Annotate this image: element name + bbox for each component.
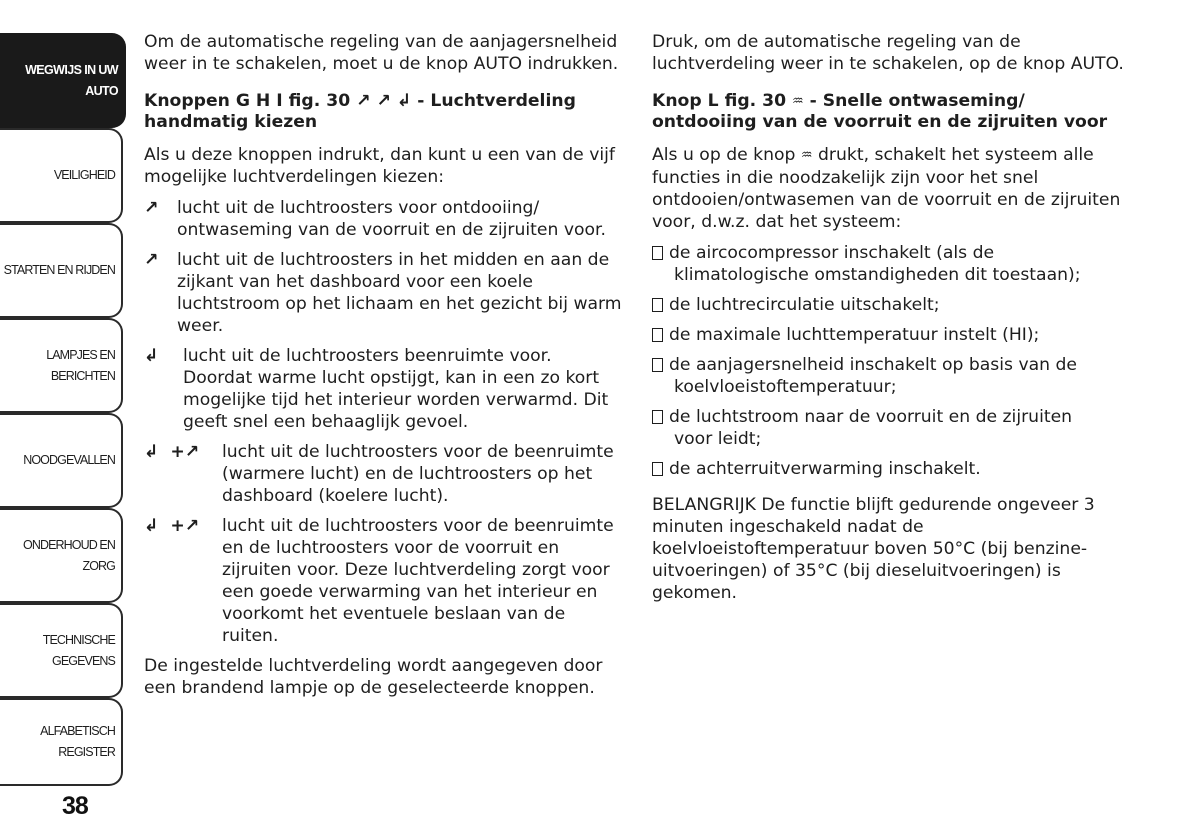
tab-label-line: REGISTER	[58, 745, 115, 759]
paragraph-text: Als u op de knop	[652, 145, 801, 165]
tab-label-line: ALFABETISCH	[40, 724, 115, 738]
bullet-text: de aanjagersnelheid inschakelt op basis van de	[669, 355, 1077, 375]
checkbox-bullet-icon	[652, 358, 663, 372]
paragraph-text: drukt, schakelt het systeem alle functies in die noodzakelijk zijn voor het snel ontdooien/ontwasemen van de voorruit en de zijruiten voor, d.w.z. dat het systeem:	[652, 145, 1121, 232]
list-item	[144, 197, 622, 241]
checkbox-bullet-icon	[652, 410, 663, 424]
bullet-text: de luchtrecirculatie uitschakelt;	[669, 295, 940, 315]
heading-text: Knoppen G H I fig. 30	[144, 91, 357, 111]
checkbox-bullet-icon	[652, 328, 663, 342]
tab-label-line: AUTO	[85, 83, 118, 98]
important-note: BELANGRIJK De functie blijft gedurende ongeveer 3 minuten ingeschakeld nadat de koelvloeistoftemperatuur boven 50°C (bij benzine-uitvoeringen) of 35°C (bij dieseluitvoeringen) is gekomen.	[652, 495, 1095, 603]
heading-text: Knop L fig. 30	[652, 91, 793, 111]
bullet-item	[652, 294, 1132, 316]
list-item	[144, 249, 622, 337]
section-heading-air-distribution	[144, 91, 622, 133]
tab-veiligheid[interactable]	[0, 128, 123, 223]
bullet-item	[652, 354, 1132, 398]
list-item-text: lucht uit de luchtroosters beenruimte voor. Doordat warme lucht opstijgt, kan in een zo kort mogelijke tijd het interieur worden verwarmd. Dit geeft snel een behaaglijk gevoel.	[183, 346, 609, 432]
bullet-item	[652, 458, 1132, 480]
tab-wegwijs-in-uw-auto[interactable]	[0, 33, 126, 128]
tab-lampjes-en-berichten[interactable]	[0, 318, 123, 413]
section-heading-defrost	[652, 91, 1132, 133]
intro-paragraph: Druk, om de automatische regeling van de luchtverdeling weer in te schakelen, op de knop AUTO.	[652, 32, 1124, 74]
tab-starten-en-rijden[interactable]	[0, 223, 123, 318]
tab-label: NOODGEVALLEN	[23, 453, 115, 467]
paragraph: Als u deze knoppen indrukt, dan kunt u een van de vijf mogelijke luchtverdelingen kiezen:	[144, 145, 615, 187]
page-number: 38	[62, 792, 88, 820]
bullet-item	[652, 242, 1132, 286]
list-item	[144, 441, 622, 507]
right-column	[652, 31, 1132, 613]
tab-label-line: ONDERHOUD EN	[23, 537, 115, 552]
bullet-text: koelvloeistoftemperatuur;	[674, 377, 897, 397]
list-item-text: lucht uit de luchtroosters voor de beenruimte (warmere lucht) en de luchtroosters op het dashboard (koelere lucht).	[222, 442, 614, 506]
heading-text: - Snelle ontwaseming/ ontdooiing van de voorruit en de zijruiten voor	[652, 91, 1108, 132]
tab-noodgevallen[interactable]	[0, 413, 123, 508]
list-item-text: lucht uit de luchtroosters voor ontdooiing/ ontwaseming van de voorruit en de zijruiten voor.	[177, 198, 606, 240]
paragraph	[652, 144, 1132, 233]
tab-label-line: GEGEVENS	[52, 653, 115, 668]
footwell-dashboard-vent-icon: ↲ +↗	[144, 442, 200, 462]
list-item	[144, 345, 622, 433]
bullet-text: de luchtstroom naar de voorruit en de zijruiten	[669, 407, 1073, 427]
bullet-text: voor leidt;	[674, 429, 762, 449]
footwell-windscreen-vent-icon: ↲ +↗	[144, 516, 200, 536]
tab-label-line: BERICHTEN	[50, 368, 115, 383]
tab-alfabetisch-register[interactable]	[0, 698, 123, 786]
list-item-text: lucht uit de luchtroosters voor de beenruimte en de luchtroosters voor de voorruit en zijruiten voor. Deze luchtverdeling zorgt voor een goede verwarming van het interieur en voorkomt het eventuele beslaan van de ruiten.	[222, 516, 614, 646]
intro-paragraph: Om de automatische regeling van de aanjagersnelheid weer in te schakelen, moet u de knop AUTO indrukken.	[144, 32, 619, 74]
list-item-text: lucht uit de luchtroosters in het midden en aan de zijkant van het dashboard voor een koele luchtstroom op het lichaam en het gezicht bij warm weer.	[177, 250, 622, 336]
defrost-icon: ♒	[800, 148, 813, 163]
bullet-text: de maximale luchttemperatuur instelt (HI);	[669, 325, 1040, 345]
bullet-text: de achterruitverwarming inschakelt.	[669, 459, 981, 479]
tab-label-line: WEGWIJS IN UW	[25, 62, 118, 77]
checkbox-bullet-icon	[652, 298, 663, 312]
bullet-item	[652, 324, 1132, 346]
left-column	[144, 31, 622, 708]
dashboard-vent-icon: ↗	[144, 250, 159, 270]
footwell-vent-icon: ↲	[144, 346, 159, 366]
windscreen-vent-icon: ↗	[144, 198, 159, 218]
tab-label: VEILIGHEID	[53, 168, 115, 182]
closing-paragraph: De ingestelde luchtverdeling wordt aangegeven door een brandend lampje op de geselecteerde knoppen.	[144, 656, 603, 698]
tab-label-line: LAMPJES EN	[46, 347, 115, 362]
tab-onderhoud-en-zorg[interactable]	[0, 508, 123, 603]
defrost-icon: ♒	[792, 94, 804, 109]
list-item	[144, 515, 622, 647]
checkbox-bullet-icon	[652, 462, 663, 476]
tab-technische-gegevens[interactable]	[0, 603, 123, 698]
heading-text: - Luchtverdeling handmatig kiezen	[144, 91, 576, 132]
bullet-item	[652, 406, 1132, 450]
air-distribution-icons: ↗ ↗ ↲	[356, 91, 412, 111]
tab-label-line: ZORG	[82, 558, 115, 573]
tab-label: STARTEN EN RIJDEN	[3, 263, 115, 277]
tab-label-line: TECHNISCHE	[42, 632, 115, 647]
bullet-text: klimatologische omstandigheden dit toestaan);	[674, 265, 1081, 285]
bullet-text: de aircocompressor inschakelt (als de	[669, 243, 995, 263]
checkbox-bullet-icon	[652, 246, 663, 260]
